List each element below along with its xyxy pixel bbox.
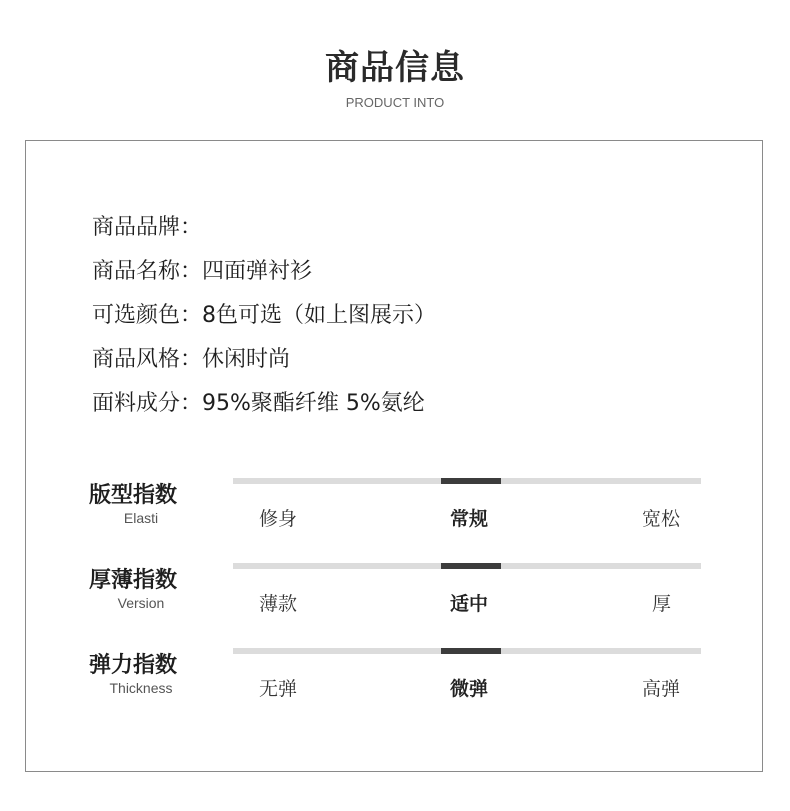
info-list (92, 206, 436, 426)
scale-subtitle: Thickness (109, 680, 173, 696)
info-value: 95%聚酯纤维 5%氨纶 (202, 391, 425, 416)
scale-title: 版型指数 (89, 483, 178, 508)
info-label: 面料成分： (92, 391, 203, 416)
info-row-fabric (92, 382, 436, 426)
thickness-index-scale (26, 563, 762, 643)
page-subtitle: PRODUCT INTO (345, 95, 445, 110)
scale-title: 弹力指数 (89, 653, 178, 678)
product-info-panel (25, 140, 763, 772)
info-label: 商品品牌： (92, 215, 203, 240)
scale-marker (441, 648, 501, 654)
scale-track (233, 478, 701, 484)
scale-track (233, 648, 701, 654)
scale-option: 厚 (652, 593, 672, 615)
info-row-brand (92, 206, 436, 250)
scale-option: 无弹 (259, 678, 298, 700)
scale-track (233, 563, 701, 569)
scale-subtitle: Version (117, 595, 165, 611)
scale-option-selected: 适中 (450, 593, 489, 615)
info-value: 8色可选（如上图展示） (202, 303, 437, 328)
scale-marker (441, 478, 501, 484)
elasticity-index-scale (26, 648, 762, 728)
scale-option-selected: 常规 (450, 508, 489, 530)
scale-option: 高弹 (642, 678, 681, 700)
scale-option: 薄款 (259, 593, 298, 615)
scale-title: 厚薄指数 (89, 568, 178, 593)
scale-option: 修身 (259, 508, 298, 530)
scale-subtitle: Elasti (123, 510, 159, 526)
info-label: 商品风格： (92, 347, 203, 372)
info-row-name (92, 250, 436, 294)
scale-option-selected: 微弹 (450, 678, 489, 700)
info-row-colors (92, 294, 436, 338)
scale-option: 宽松 (642, 508, 681, 530)
info-label: 可选颜色： (92, 303, 203, 328)
page-title: 商品信息 (325, 48, 465, 88)
info-label: 商品名称： (92, 259, 203, 284)
info-value: 四面弹衬衫 (202, 259, 313, 284)
info-value: 休闲时尚 (202, 347, 291, 372)
scale-marker (441, 563, 501, 569)
fit-index-scale (26, 478, 762, 558)
info-row-style (92, 338, 436, 382)
